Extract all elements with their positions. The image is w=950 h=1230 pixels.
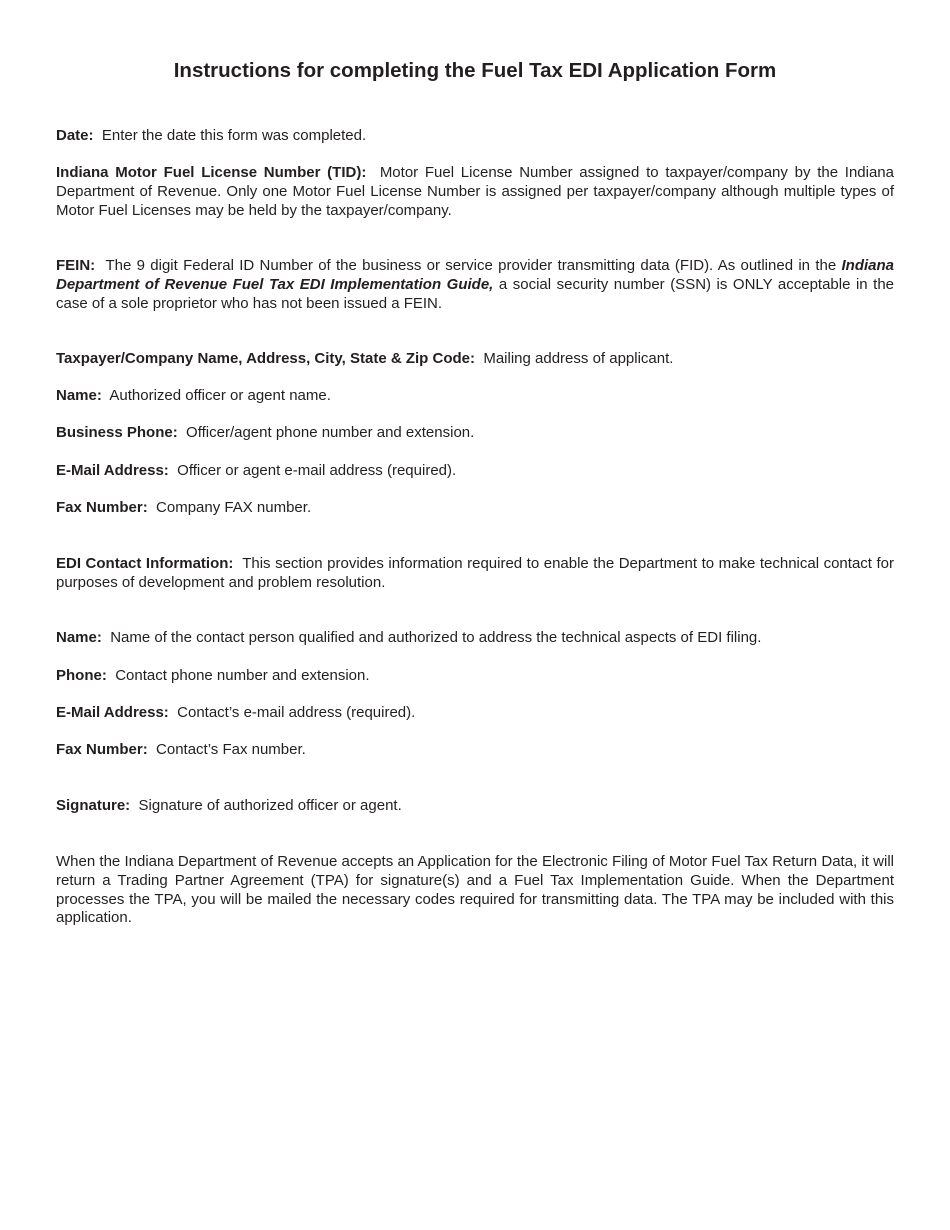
contact-name-instruction <box>56 629 894 648</box>
fein-instruction <box>56 257 894 313</box>
edi-contact-label: EDI Contact Information: <box>56 555 234 572</box>
name-instruction <box>56 387 894 406</box>
contact-email-text: Contact’s e-mail address (required). <box>177 704 416 721</box>
business-phone-label: Business Phone: <box>56 424 178 441</box>
fein-text-after: a social security number (SSN) is ONLY acceptable in the case of a sole proprietor who has not been issued a FEIN. <box>56 275 895 312</box>
implementation-guide-title: Indiana Department of Revenue Fuel Tax EDI Implementation Guide, <box>56 257 894 293</box>
contact-email-instruction <box>56 704 894 723</box>
contact-fax-instruction <box>56 741 894 760</box>
email-instruction <box>56 462 894 481</box>
date-text: Enter the date this form was completed. <box>101 127 367 144</box>
date-instruction <box>56 127 894 146</box>
tid-instruction <box>56 164 894 220</box>
taxpayer-text: Mailing address of applicant. <box>483 350 674 367</box>
contact-fax-text: Contact’s Fax number. <box>156 741 306 758</box>
signature-label: Signature: <box>56 797 131 814</box>
contact-name-label: Name: <box>56 629 102 646</box>
business-phone-instruction <box>56 424 894 443</box>
contact-fax-label: Fax Number: <box>56 741 148 758</box>
email-text: Officer or agent e-mail address (required). <box>177 462 457 479</box>
contact-name-text: Name of the contact person qualified and authorized to address the technical aspects of EDI filing. <box>110 629 762 646</box>
contact-email-label: E-Mail Address: <box>56 704 169 721</box>
contact-phone-text: Contact phone number and extension. <box>115 667 370 684</box>
contact-phone-instruction <box>56 667 894 686</box>
taxpayer-instruction <box>56 350 894 369</box>
contact-phone-label: Phone: <box>56 667 107 684</box>
page-title: Instructions for completing the Fuel Tax EDI Application Form <box>173 59 777 82</box>
fax-label: Fax Number: <box>56 499 148 516</box>
fax-text: Company FAX number. <box>156 499 312 516</box>
fax-instruction <box>56 499 894 518</box>
signature-text: Signature of authorized officer or agent. <box>138 797 402 814</box>
name-label: Name: <box>56 387 102 404</box>
fein-label: FEIN: <box>56 257 96 274</box>
tid-label: Indiana Motor Fuel License Number (TID): <box>56 164 367 181</box>
closing-paragraph: When the Indiana Department of Revenue accepts an Application for the Electronic Filing of Motor Fuel Tax Return Data, it will return a Trading Partner Agreement (TPA) for signature(s) and a Fuel Tax Implementation Guide. When the Department processes the TPA, you will be mailed the necessary codes required for transmitting data. The TPA may be included with this application. <box>56 853 894 927</box>
email-label: E-Mail Address: <box>56 462 169 479</box>
name-text: Authorized officer or agent name. <box>109 387 331 404</box>
edi-contact-instruction <box>56 555 894 593</box>
signature-instruction <box>56 797 894 816</box>
edi-contact-text: This section provides information required to enable the Department to make technical contact for purposes of development and problem resolution. <box>56 555 894 591</box>
tid-text: Motor Fuel License Number assigned to taxpayer/company by the Indiana Department of Revenue. Only one Motor Fuel License Number is assigned per taxpayer/company although multiple types of Motor Fuel Licenses may be held by the taxpayer/company. <box>56 164 894 219</box>
business-phone-text: Officer/agent phone number and extension. <box>186 424 475 441</box>
date-label: Date: <box>56 127 94 144</box>
fein-text-before: The 9 digit Federal ID Number of the business or service provider transmitting data (FID). As outlined in the <box>105 257 837 274</box>
taxpayer-label: Taxpayer/Company Name, Address, City, State & Zip Code: <box>56 350 475 367</box>
